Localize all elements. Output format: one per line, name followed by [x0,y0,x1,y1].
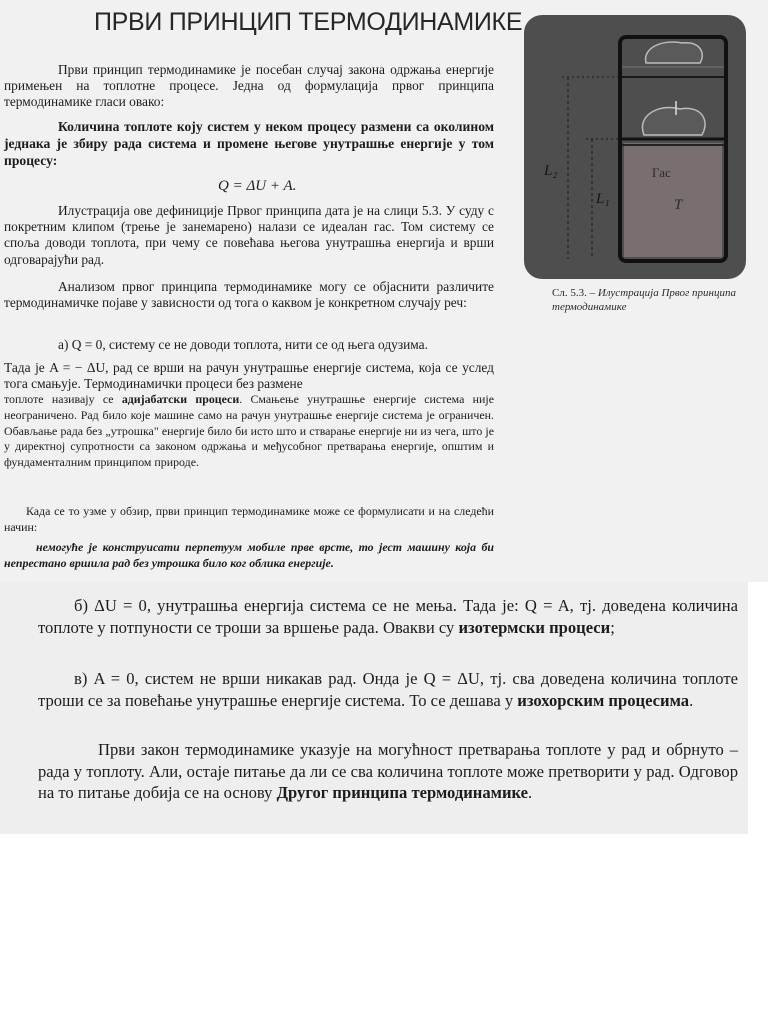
page-title: ПРВИ ПРИНЦИП ТЕРМОДИНАМИКЕ [94,8,523,36]
caption-text: Илустрација Првог принципа термодинамике [552,287,737,313]
conclusion-post: . [528,783,533,802]
conclusion-pre: Први закон термодинамике указује на могућност претварања топлоте у рад и обрнуто – рада у топлоту. Али, остаје питање да ли се сва количина топлоте може претворити у рад. Одговор на то питање добија се на основу [38,740,738,802]
paragraph-conclusion [38,739,738,804]
figure-cylinder-diagram [524,15,746,279]
case-b-post: ; [610,617,615,637]
formula-first-law: Q = ΔU + A. [218,178,297,194]
paragraph-intro: Први принцип термодинамике је посебан случај закона одржања енергије примењен на топлотне процесе. Једна од формулација првог принципа термодинамике гласи овако: [4,62,494,110]
case-a: а) Q = 0, систему се не доводи топлота, нити се од њега одузима. [58,337,428,352]
second-law-term: Другог принципа термодинамике [276,783,529,802]
paragraph-adiabatic-line: Тада је A = − ΔU, рад се врши на рачун унутрашње енергије система, која се услед тога смањује. Термодинамички процеси без размене [4,360,494,392]
case-c [38,668,738,711]
isothermal-term: изотермски процеси [458,617,611,637]
gas-region [624,143,722,257]
paragraph-reformulation: Када се то узме у обзир, први принцип термодинамике може се формулисати и на следећи начин: [4,504,494,534]
adiabatic-post: . Смањење унутрашње енергије система није неограничено. Рад било које машине само на рачун унутрашње енергије система је ограничен. Обављање рада без „утрошка" енергије било би исто што и стварање енергије ни из чега, што је у директној супротности са законом одржања и међусобног претварања енергије, општим и фундаменталним принципом природе. [4,392,494,469]
case-b [38,595,738,638]
weight-upper [646,42,703,63]
paragraph-definition: Количина топлоте коју систем у неком процесу размени са околином једнака је збиру рада система и промене његове унутрашње енергије у том процесу: [4,119,494,168]
paragraph-adiabatic [4,360,494,470]
paragraph-illustration: Илустрација ове дефиниције Првог принципа дата је на слици 5.3. У суду с покретним клипом (трење је занемарено) налази се идеалан гас. Том систему се споља доводи топлота, при чему се повећава његова унутрашња енергија и врши одговарајући рад. [4,203,494,267]
paragraph-analysis: Анализом првог принципа термодинамике могу се објаснити различите термодинамичке појаве у зависности од тога о каквом је конкретном случају реч: [4,279,494,311]
case-b-pre: б) ΔU = 0, унутрашња енергија система се не мења. Тада је: Q = A, тј. доведена количина топлоте у потпуности се троши за вршење рада. Овакви су [38,596,738,637]
adiabatic-pre: топлоте називају се [4,392,122,407]
case-c-pre: в) A = 0, систем не врши никакав рад. Онда је Q = ΔU, тј. сва доведена количина топлоте троши се за повећање унутрашње енергије система. То се дешава у [38,669,738,710]
label-gas: Гас [652,165,671,180]
caption-prefix: Сл. 5.3. – [552,287,598,299]
label-temperature: T [674,197,683,213]
figure-caption [552,286,742,314]
paragraph-perpetuum: немогуће је конструисати перпетуум мобиле прве врсте, то јест машину која би непрестано вршила рад без утрошка било ког облика енергије. [4,540,494,570]
label-l2: L₂ [544,163,558,179]
case-c-post: . [689,690,694,710]
weight-lower [642,107,705,135]
isochoric-term: изохорским процесима [517,690,690,710]
label-l1: L₁ [596,191,610,207]
adiabatic-term: адијабатски процеси [121,392,240,407]
paragraph-adiabatic-text [4,392,494,470]
